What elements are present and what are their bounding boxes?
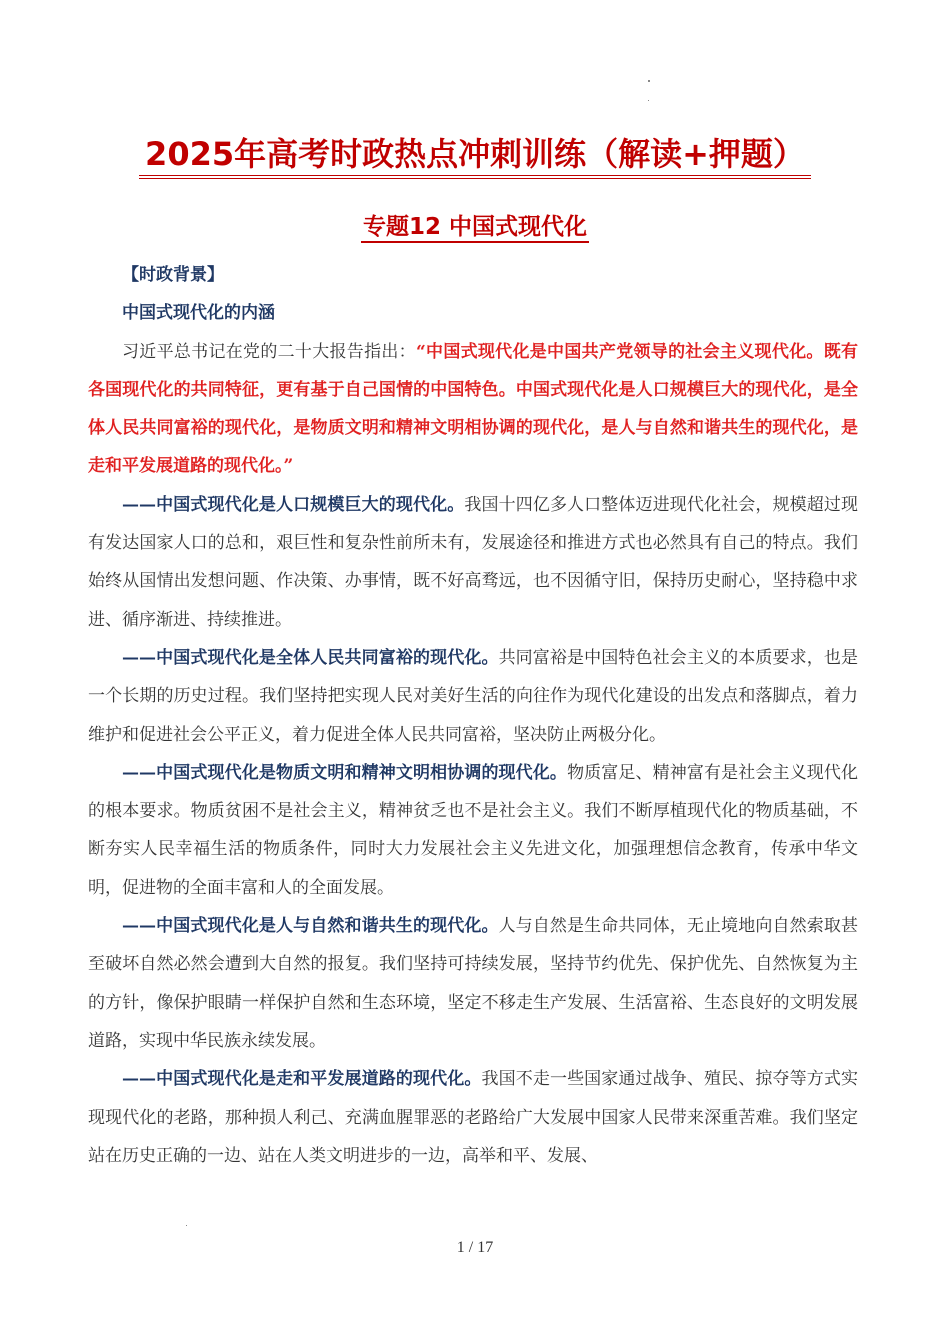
document-body <box>88 256 858 1175</box>
paragraph-text: 我国十四亿多人口整体迈进现代化社会，规模超过现有发达国家人口的总和，艰巨性和复杂性前所未有，发展途径和推进方式也必然具有自己的特点。我们始终从国情出发想问题、作决策、办事情，既不好高骛远，也不因循守旧，保持历史耐心，坚持稳中求进、循序渐进、持续推进。 <box>88 494 859 630</box>
paragraph-text: 共同富裕是中国特色社会主义的本质要求，也是一个长期的历史过程。我们坚持把实现人民对美好生活的向往作为现代化建设的出发点和落脚点，着力维护和促进社会公平正义，着力促进全体人民共同富裕，坚决防止两极分化。 <box>88 647 859 745</box>
section-heading: 【时政背景】 <box>122 265 224 285</box>
document-title-text: 2025年高考时政热点冲刺训练（解读+押题） <box>139 135 811 179</box>
paragraph-text: 我国不走一些国家通过战争、殖民、掠夺等方式实现现代化的老路，那种损人利己、充满血腥罪恶的老路给广大发展中国家人民带来深重苦难。我们坚定站在历史正确的一边、站在人类文明进步的一边，高举和平、发展、 <box>88 1069 859 1166</box>
page-mark <box>648 80 650 82</box>
paragraph-lead: ——中国式现代化是人口规模巨大的现代化。 <box>122 494 465 515</box>
document-title <box>0 132 950 176</box>
paragraph-harmony-nature <box>88 907 858 1060</box>
paragraph-peaceful-development <box>88 1060 858 1175</box>
paragraph-population <box>88 486 858 639</box>
paragraph-lead: ——中国式现代化是人与自然和谐共生的现代化。 <box>122 916 499 937</box>
paragraph-lead: ——中国式现代化是走和平发展道路的现代化。 <box>122 1069 482 1090</box>
paragraph-lead: ——中国式现代化是物质文明和精神文明相协调的现代化。 <box>122 762 568 783</box>
intro-paragraph <box>88 333 858 486</box>
paragraph-text: 人与自然是生命共同体，无止境地向自然索取甚至破坏自然必然会遭到大自然的报复。我们坚持可持续发展，坚持节约优先、保护优先、自然恢复为主的方针，像保护眼睛一样保护自然和生态环境，坚定不移走生产发展、生活富裕、生态良好的文明发展道路，实现中华民族永续发展。 <box>88 916 859 1051</box>
topic-subtitle <box>0 207 950 247</box>
intro-quote: “中国式现代化是中国共产党领导的社会主义现代化。既有各国现代化的共同特征，更有基于自己国情的中国特色。中国式现代化是人口规模巨大的现代化，是全体人民共同富裕的现代化，是物质文明和精神文明相协调的现代化，是人与自然和谐共生的现代化，是走和平发展道路的现代化。” <box>88 341 859 477</box>
page-mark <box>186 1225 187 1226</box>
sub-heading: 中国式现代化的内涵 <box>122 303 275 324</box>
paragraph-text: 物质富足、精神富有是社会主义现代化的根本要求。物质贫困不是社会主义，精神贫乏也不是社会主义。我们不断厚植现代化的物质基础，不断夯实人民幸福生活的物质条件，同时大力发展社会主义先进文化，加强理想信念教育，传承中华文明，促进物的全面丰富和人的全面发展。 <box>88 762 859 898</box>
paragraph-lead: ——中国式现代化是全体人民共同富裕的现代化。 <box>122 647 499 668</box>
page-number: 1 / 17 <box>456 1239 494 1256</box>
topic-subtitle-text: 专题12 中国式现代化 <box>361 214 589 243</box>
intro-prefix: 习近平总书记在党的二十大报告指出： <box>122 341 416 362</box>
paragraph-common-prosperity <box>88 639 858 754</box>
page-mark <box>648 100 649 101</box>
paragraph-material-spiritual <box>88 754 858 907</box>
